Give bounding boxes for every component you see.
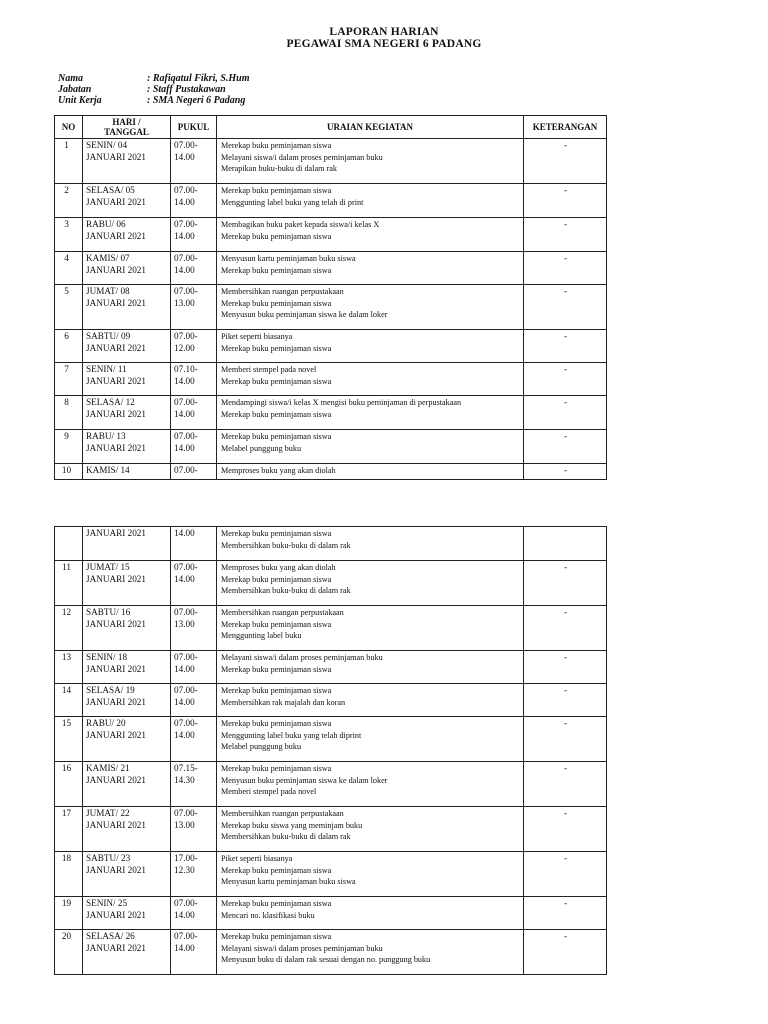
cell-uraian <box>217 684 524 717</box>
cell-pukul <box>171 184 217 218</box>
cell-hari: JUMAT/ 08 <box>86 286 130 296</box>
cell-pukul1: 07.00- <box>174 185 198 195</box>
cell-tanggal: JANUARI 2021 <box>86 264 146 275</box>
cell-pukul <box>171 363 217 396</box>
cell-no: 1 <box>55 139 83 184</box>
table-row <box>55 717 607 762</box>
cell-no: 2 <box>55 184 83 218</box>
header-no: NO <box>55 116 83 139</box>
uraian-line: Menyusun kartu peminjaman buku siswa <box>221 877 356 886</box>
cell-hari-tanggal <box>83 684 171 717</box>
uraian-line: Merekap buku peminjaman siswa <box>221 899 332 908</box>
uraian-line: Merekap buku peminjaman siswa <box>221 686 332 695</box>
cell-no: 4 <box>55 252 83 285</box>
cell-no: 20 <box>55 930 83 975</box>
uraian-line: Merekap buku peminjaman siswa <box>221 932 332 941</box>
uraian-line: Merekap buku peminjaman siswa <box>221 343 332 353</box>
cell-pukul2: 13.00 <box>174 297 195 308</box>
table-row <box>55 651 607 684</box>
uraian-line: Menggunting label buku yang telah diprint <box>221 730 362 740</box>
cell-pukul2: 13.00 <box>174 618 195 629</box>
info-value-jabatan: : Staff Pustakawan <box>147 84 226 95</box>
cell-hari: KAMIS/ 07 <box>86 253 130 263</box>
uraian-line: Merekap buku peminjaman siswa <box>221 574 332 584</box>
cell-keterangan: - <box>524 330 607 363</box>
cell-tanggal: JANUARI 2021 <box>86 297 146 308</box>
cell-pukul1: 07.00- <box>174 607 198 617</box>
header-uraian: URAIAN KEGIATAN <box>217 116 524 139</box>
cell-hari: SENIN/ 04 <box>86 140 128 150</box>
header-pukul: PUKUL <box>171 116 217 139</box>
uraian-line: Mencari no. klasifikasi buku <box>221 910 315 920</box>
cell-hari-tanggal <box>83 717 171 762</box>
uraian-line: Menggunting label buku yang telah di print <box>221 197 364 207</box>
table-row <box>55 464 607 480</box>
cell-pukul1: 07.00- <box>174 331 198 341</box>
uraian-line: Membersihkan ruangan perpustakaan <box>221 608 344 617</box>
uraian-line: Memproses buku yang akan diolah <box>221 563 336 572</box>
table-row <box>55 561 607 606</box>
report-subtitle: PEGAWAI SMA NEGERI 6 PADANG <box>286 38 482 50</box>
table-row <box>55 363 607 396</box>
cell-pukul <box>171 430 217 464</box>
uraian-line: Merekap buku peminjaman siswa <box>221 141 332 150</box>
cell-no: 18 <box>55 852 83 897</box>
cell-no: 14 <box>55 684 83 717</box>
cell-no: 15 <box>55 717 83 762</box>
cell-pukul <box>171 218 217 252</box>
table-row <box>55 930 607 975</box>
cell-no: 13 <box>55 651 83 684</box>
cell-uraian <box>217 762 524 807</box>
uraian-line: Mendampingi siswa/i kelas X mengisi buku peminjaman di perpustakaan <box>221 398 462 407</box>
cell-no: 5 <box>55 285 83 330</box>
cell-pukul2: 12.00 <box>174 342 195 353</box>
employee-info <box>58 73 250 106</box>
cell-tanggal: JANUARI 2021 <box>86 819 146 830</box>
cell-hari-tanggal <box>83 852 171 897</box>
cell-pukul1: 14.00 <box>174 528 195 538</box>
uraian-line: Memberi stempel pada novel <box>221 365 317 374</box>
cell-uraian <box>217 218 524 252</box>
uraian-line: Merekap buku peminjaman siswa <box>221 298 332 308</box>
table-row <box>55 430 607 464</box>
cell-keterangan: - <box>524 218 607 252</box>
cell-hari: SABTU/ 16 <box>86 607 131 617</box>
cell-hari-tanggal <box>83 218 171 252</box>
cell-pukul2: 14.00 <box>174 408 195 419</box>
cell-keterangan: - <box>524 139 607 184</box>
uraian-line: Piket seperti biasanya <box>221 332 293 341</box>
cell-hari-tanggal <box>83 396 171 430</box>
cell-hari: JUMAT/ 15 <box>86 562 130 572</box>
cell-hari: RABU/ 20 <box>86 718 126 728</box>
table-row <box>55 252 607 285</box>
cell-tanggal: JANUARI 2021 <box>86 196 146 207</box>
cell-pukul1: 07.15- <box>174 763 198 773</box>
cell-pukul2: 14.00 <box>174 230 195 241</box>
cell-hari-tanggal <box>83 464 171 480</box>
uraian-line: Merekap buku peminjaman siswa <box>221 432 332 441</box>
header-keterangan: KETERANGAN <box>524 116 607 139</box>
cell-uraian <box>217 606 524 651</box>
cell-pukul2: 14.00 <box>174 196 195 207</box>
uraian-line: Menyusun buku di dalam rak sesuai dengan no. punggung buku <box>221 955 431 964</box>
cell-tanggal: JANUARI 2021 <box>86 442 146 453</box>
uraian-line: Memproses buku yang akan diolah <box>221 466 336 475</box>
cell-hari: SENIN/ 11 <box>86 364 127 374</box>
cell-keterangan: - <box>524 717 607 762</box>
cell-keterangan: - <box>524 561 607 606</box>
cell-pukul <box>171 651 217 684</box>
cell-uraian <box>217 717 524 762</box>
uraian-line: Merekap buku peminjaman siswa <box>221 265 332 275</box>
cell-pukul <box>171 807 217 852</box>
cell-pukul1: 07.00- <box>174 898 198 908</box>
cell-keterangan: - <box>524 252 607 285</box>
uraian-line: Merekap buku peminjaman siswa <box>221 529 332 538</box>
info-value-nama: : Rafiqatul Fikri, S.Hum <box>147 73 250 84</box>
cell-uraian <box>217 464 524 480</box>
table-row <box>55 606 607 651</box>
cell-hari-tanggal <box>83 330 171 363</box>
cell-pukul1: 07.00- <box>174 286 198 296</box>
cell-tanggal: JANUARI 2021 <box>86 696 146 707</box>
cell-pukul1: 07.00- <box>174 140 198 150</box>
cell-pukul <box>171 330 217 363</box>
cell-uraian <box>217 897 524 930</box>
cell-pukul2: 14.00 <box>174 573 195 584</box>
info-row-unit-kerja <box>58 95 250 106</box>
uraian-line: Merekap buku peminjaman siswa <box>221 186 332 195</box>
cell-pukul1: 07.00- <box>174 431 198 441</box>
activity-table-page2 <box>54 526 607 975</box>
uraian-line: Menyusun kartu peminjaman buku siswa <box>221 254 356 263</box>
uraian-line: Melabel punggung buku <box>221 443 302 453</box>
cell-pukul1: 07.00- <box>174 397 198 407</box>
uraian-line: Merekap buku peminjaman siswa <box>221 619 332 629</box>
table-row <box>55 218 607 252</box>
cell-hari: SABTU/ 09 <box>86 331 131 341</box>
cell-keterangan: - <box>524 852 607 897</box>
info-label-jabatan: Jabatan <box>58 84 92 95</box>
cell-pukul2: 14.00 <box>174 942 195 953</box>
cell-pukul2: 14.00 <box>174 909 195 920</box>
cell-keterangan: - <box>524 363 607 396</box>
cell-hari: RABU/ 06 <box>86 219 126 229</box>
cell-pukul <box>171 852 217 897</box>
uraian-line: Merekap buku peminjaman siswa <box>221 865 332 875</box>
cell-keterangan: - <box>524 396 607 430</box>
cell-pukul2: 14.00 <box>174 663 195 674</box>
cell-pukul2: 13.00 <box>174 819 195 830</box>
cell-tanggal: JANUARI 2021 <box>86 573 146 584</box>
table-row <box>55 807 607 852</box>
uraian-line: Membersihkan buku-buku di dalam rak <box>221 540 351 550</box>
uraian-line: Membersihkan ruangan perpustakaan <box>221 809 344 818</box>
cell-hari: JANUARI 2021 <box>86 528 146 538</box>
cell-keterangan: - <box>524 606 607 651</box>
cell-pukul1: 07.00- <box>174 253 198 263</box>
cell-tanggal: JANUARI 2021 <box>86 618 146 629</box>
cell-no: 10 <box>55 464 83 480</box>
cell-hari-tanggal <box>83 606 171 651</box>
cell-tanggal: JANUARI 2021 <box>86 151 146 162</box>
table-row <box>55 330 607 363</box>
cell-pukul <box>171 396 217 430</box>
cell-pukul <box>171 139 217 184</box>
cell-keterangan: - <box>524 930 607 975</box>
cell-hari-tanggal <box>83 363 171 396</box>
cell-pukul1: 07.00- <box>174 562 198 572</box>
cell-tanggal: JANUARI 2021 <box>86 375 146 386</box>
cell-pukul <box>171 930 217 975</box>
cell-pukul2: 14.00 <box>174 696 195 707</box>
cell-uraian <box>217 561 524 606</box>
cell-pukul1: 07.00- <box>174 685 198 695</box>
cell-hari-tanggal <box>83 184 171 218</box>
uraian-line: Menyusun buku peminjaman siswa ke dalam loker <box>221 775 388 785</box>
cell-hari: SELASA/ 19 <box>86 685 135 695</box>
uraian-line: Membersihkan buku-buku di dalam rak <box>221 586 351 595</box>
cell-hari: SELASA/ 26 <box>86 931 135 941</box>
cell-tanggal: JANUARI 2021 <box>86 663 146 674</box>
cell-hari: SABTU/ 23 <box>86 853 131 863</box>
cell-tanggal: JANUARI 2021 <box>86 942 146 953</box>
table-row <box>55 285 607 330</box>
cell-keterangan: - <box>524 684 607 717</box>
cell-uraian <box>217 285 524 330</box>
uraian-line: Membersihkan ruangan perpustakaan <box>221 287 344 296</box>
cell-pukul <box>171 561 217 606</box>
uraian-line: Menggunting label buku <box>221 631 302 640</box>
uraian-line: Merekap buku peminjaman siswa <box>221 409 332 419</box>
cell-no: 12 <box>55 606 83 651</box>
cell-no <box>55 527 83 561</box>
cell-pukul1: 07.00- <box>174 652 198 662</box>
table-row <box>55 396 607 430</box>
cell-pukul2: 14.00 <box>174 442 195 453</box>
cell-hari: RABU/ 13 <box>86 431 126 441</box>
cell-pukul <box>171 606 217 651</box>
uraian-line: Melayani siswa/i dalam proses peminjaman buku <box>221 152 383 162</box>
cell-pukul2: 14.00 <box>174 375 195 386</box>
table-row <box>55 897 607 930</box>
cell-no: 17 <box>55 807 83 852</box>
table-row <box>55 184 607 218</box>
cell-pukul1: 07.00- <box>174 808 198 818</box>
uraian-line: Membersihkan buku-buku di dalam rak <box>221 832 351 841</box>
cell-pukul <box>171 762 217 807</box>
cell-keterangan: - <box>524 184 607 218</box>
header-hari-tanggal <box>83 116 171 139</box>
cell-hari: SELASA/ 12 <box>86 397 135 407</box>
cell-tanggal: JANUARI 2021 <box>86 729 146 740</box>
uraian-line: Melayani siswa/i dalam proses peminjaman buku <box>221 653 383 662</box>
cell-hari: SELASA/ 05 <box>86 185 135 195</box>
cell-uraian <box>217 527 524 561</box>
cell-pukul2: 12.30 <box>174 864 195 875</box>
cell-pukul <box>171 684 217 717</box>
cell-pukul1: 07.00- <box>174 465 198 475</box>
cell-keterangan: - <box>524 464 607 480</box>
cell-hari-tanggal <box>83 930 171 975</box>
cell-no: 19 <box>55 897 83 930</box>
uraian-line: Membagikan buku paket kepada siswa/i kelas X <box>221 220 380 229</box>
cell-uraian <box>217 396 524 430</box>
activity-table-page1 <box>54 115 607 480</box>
cell-pukul <box>171 252 217 285</box>
cell-tanggal: JANUARI 2021 <box>86 342 146 353</box>
cell-hari: JUMAT/ 22 <box>86 808 130 818</box>
cell-pukul <box>171 285 217 330</box>
cell-uraian <box>217 430 524 464</box>
cell-pukul1: 17.00- <box>174 853 198 863</box>
cell-uraian <box>217 184 524 218</box>
table-row <box>55 762 607 807</box>
cell-no: 8 <box>55 396 83 430</box>
table-row <box>55 684 607 717</box>
cell-hari-tanggal <box>83 807 171 852</box>
cell-keterangan: - <box>524 651 607 684</box>
cell-hari-tanggal <box>83 285 171 330</box>
cell-no: 7 <box>55 363 83 396</box>
uraian-line: Merapikan buku-buku di dalam rak <box>221 164 337 173</box>
cell-keterangan <box>524 527 607 561</box>
cell-no: 6 <box>55 330 83 363</box>
cell-pukul2: 14.00 <box>174 729 195 740</box>
cell-pukul1: 07.00- <box>174 718 198 728</box>
uraian-line: Merekap buku peminjaman siswa <box>221 764 332 773</box>
table-body-page1 <box>55 139 607 480</box>
cell-no: 3 <box>55 218 83 252</box>
cell-pukul1: 07.00- <box>174 931 198 941</box>
cell-pukul2: 14.00 <box>174 264 195 275</box>
cell-pukul1: 07.10- <box>174 364 198 374</box>
header-hari: HARI / <box>112 117 141 127</box>
uraian-line: Menyusun buku peminjaman siswa ke dalam loker <box>221 310 388 319</box>
cell-uraian <box>217 139 524 184</box>
cell-hari-tanggal <box>83 651 171 684</box>
uraian-line: Merekap buku peminjaman siswa <box>221 664 332 674</box>
info-value-unit-kerja: : SMA Negeri 6 Padang <box>147 95 246 106</box>
uraian-line: Merekap buku siswa yang meminjam buku <box>221 820 363 830</box>
cell-uraian <box>217 651 524 684</box>
cell-pukul1: 07.00- <box>174 219 198 229</box>
cell-keterangan: - <box>524 897 607 930</box>
cell-uraian <box>217 807 524 852</box>
cell-no: 9 <box>55 430 83 464</box>
cell-pukul <box>171 464 217 480</box>
cell-hari: KAMIS/ 14 <box>86 465 130 475</box>
cell-keterangan: - <box>524 807 607 852</box>
cell-keterangan: - <box>524 762 607 807</box>
cell-hari-tanggal <box>83 252 171 285</box>
info-label-unit-kerja: Unit Kerja <box>58 95 102 106</box>
cell-hari: SENIN/ 18 <box>86 652 128 662</box>
cell-hari-tanggal <box>83 139 171 184</box>
cell-pukul2: 14.00 <box>174 151 195 162</box>
uraian-line: Merekap buku peminjaman siswa <box>221 231 332 241</box>
cell-hari-tanggal <box>83 430 171 464</box>
cell-pukul <box>171 527 217 561</box>
cell-tanggal: JANUARI 2021 <box>86 408 146 419</box>
cell-uraian <box>217 330 524 363</box>
cell-pukul <box>171 897 217 930</box>
cell-hari: SENIN/ 25 <box>86 898 128 908</box>
cell-tanggal: JANUARI 2021 <box>86 864 146 875</box>
cell-uraian <box>217 252 524 285</box>
cell-hari-tanggal <box>83 561 171 606</box>
uraian-line: Melabel punggung buku <box>221 742 302 751</box>
cell-keterangan: - <box>524 430 607 464</box>
cell-no: 16 <box>55 762 83 807</box>
cell-hari-tanggal <box>83 527 171 561</box>
table-row <box>55 139 607 184</box>
table-header-row <box>55 116 607 139</box>
cell-tanggal: JANUARI 2021 <box>86 230 146 241</box>
uraian-line: Merekap buku peminjaman siswa <box>221 376 332 386</box>
table-body-page2 <box>55 527 607 975</box>
uraian-line: Melayani siswa/i dalam proses peminjaman buku <box>221 943 383 953</box>
uraian-line: Merekap buku peminjaman siswa <box>221 719 332 728</box>
info-label-nama: Nama <box>58 73 83 84</box>
info-row-jabatan <box>58 84 250 95</box>
cell-pukul2: 14.30 <box>174 774 195 785</box>
header-tanggal: TANGGAL <box>104 127 149 137</box>
info-row-nama <box>58 73 250 84</box>
cell-hari: KAMIS/ 21 <box>86 763 130 773</box>
cell-uraian <box>217 852 524 897</box>
uraian-line: Membersihkan rak majalah dan koran <box>221 697 346 707</box>
report-title: LAPORAN HARIAN <box>329 26 439 38</box>
cell-no: 11 <box>55 561 83 606</box>
uraian-line: Memberi stempel pada novel <box>221 787 317 796</box>
cell-pukul <box>171 717 217 762</box>
cell-hari-tanggal <box>83 897 171 930</box>
cell-tanggal: JANUARI 2021 <box>86 774 146 785</box>
cell-keterangan: - <box>524 285 607 330</box>
table-row <box>55 527 607 561</box>
cell-uraian <box>217 930 524 975</box>
table-row <box>55 852 607 897</box>
cell-tanggal: JANUARI 2021 <box>86 909 146 920</box>
uraian-line: Piket seperti biasanya <box>221 854 293 863</box>
cell-uraian <box>217 363 524 396</box>
cell-hari-tanggal <box>83 762 171 807</box>
